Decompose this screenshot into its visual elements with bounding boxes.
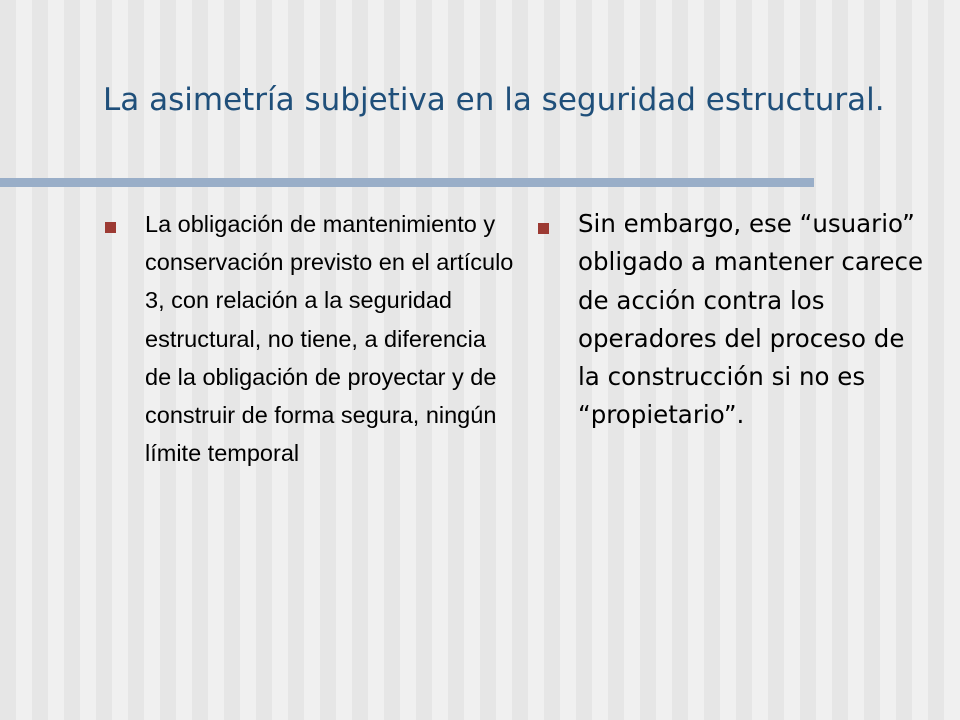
right-bullet-item [538, 205, 928, 435]
left-bullet-item [105, 205, 515, 472]
left-column [105, 205, 515, 472]
right-column [538, 205, 928, 435]
square-bullet-icon [538, 223, 549, 234]
right-bullet-text: Sin embargo, ese “usuario” obligado a mantener carece de acción contra los operadores del proceso de la construcción si no es “propietario”. [578, 209, 924, 430]
square-bullet-icon [105, 222, 116, 233]
title-divider [0, 178, 814, 187]
slide-title: La asimetría subjetiva en la seguridad estructural. [103, 82, 885, 118]
left-bullet-text: La obligación de mantenimiento y conservación previsto en el artículo 3, con relación a la seguridad estructural, no tiene, a diferencia de la obligación de proyectar y de construir de forma segura, ningún límite temporal [145, 211, 514, 467]
